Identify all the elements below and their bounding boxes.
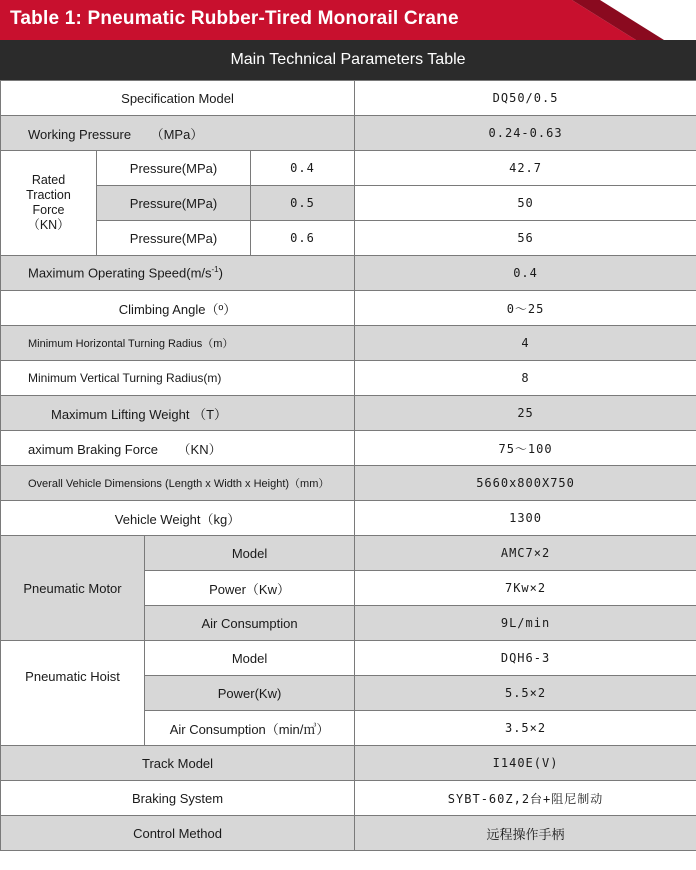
- row-value: 25: [355, 396, 696, 431]
- row-value: 0～25: [355, 291, 696, 326]
- row-label: Climbing Angle（º）: [1, 291, 355, 326]
- row-label: Overall Vehicle Dimensions (Length x Width x Height)（mm）: [1, 466, 355, 501]
- row-label: Air Consumption（min/㎥）: [145, 711, 355, 746]
- row-value: 42.7: [355, 151, 696, 186]
- row-label: Pressure(MPa): [97, 186, 251, 221]
- row-label: Specification Model: [1, 81, 355, 116]
- table-row: [1, 641, 696, 676]
- row-label: Minimum Horizontal Turning Radius（m）: [1, 326, 355, 361]
- parameters-table: [0, 80, 696, 851]
- row-label: Air Consumption: [145, 606, 355, 641]
- table-row: [1, 151, 696, 186]
- row-value: 50: [355, 186, 696, 221]
- row-label: Model: [145, 641, 355, 676]
- table-row: [1, 221, 696, 256]
- row-label: Track Model: [1, 746, 355, 781]
- row-value: SYBT-60Z,2台+阻尼制动: [355, 781, 696, 816]
- row-label: Power(Kw): [145, 676, 355, 711]
- row-value: 75～100: [355, 431, 696, 466]
- row-value: 远程操作手柄: [355, 816, 696, 851]
- table-row: [1, 781, 696, 816]
- row-value: 56: [355, 221, 696, 256]
- table-header: Main Technical Parameters Table: [0, 40, 696, 80]
- row-value: 8: [355, 361, 696, 396]
- row-value: 0.24-0.63: [355, 116, 696, 151]
- row-value: 9L/min: [355, 606, 696, 641]
- row-label: Power（Kw）: [145, 571, 355, 606]
- row-value: 5.5×2: [355, 676, 696, 711]
- row-label: Working Pressure （MPa）: [1, 116, 355, 151]
- label-sup: -1: [211, 265, 219, 275]
- row-label: Braking System: [1, 781, 355, 816]
- row-label: [1, 256, 355, 291]
- rated-traction-line: Traction: [26, 188, 71, 202]
- table-row: [1, 466, 696, 501]
- pneumatic-motor-label: Pneumatic Motor: [1, 536, 145, 641]
- row-label: Vehicle Weight（kg）: [1, 501, 355, 536]
- pressure-value: 0.6: [251, 221, 355, 256]
- row-label: Pressure(MPa): [97, 221, 251, 256]
- table-row: [1, 291, 696, 326]
- title-banner: [0, 0, 696, 40]
- table-title: Table 1: Pneumatic Rubber-Tired Monorail Crane: [10, 8, 459, 29]
- row-value: DQ50/0.5: [355, 81, 696, 116]
- row-label: aximum Braking Force （KN）: [1, 431, 355, 466]
- table-row: [1, 501, 696, 536]
- label-text: Maximum Operating Speed(m/s: [28, 265, 212, 281]
- row-value: 0.4: [355, 256, 696, 291]
- row-value: 3.5×2: [355, 711, 696, 746]
- pressure-value: 0.4: [251, 151, 355, 186]
- table-row: [1, 816, 696, 851]
- row-value: 7Kw×2: [355, 571, 696, 606]
- table-row: [1, 326, 696, 361]
- row-label: Control Method: [1, 816, 355, 851]
- row-value: 4: [355, 326, 696, 361]
- rated-traction-line: （KN）: [27, 218, 70, 232]
- rated-traction-label: [1, 151, 97, 256]
- table-row: [1, 431, 696, 466]
- pressure-value: 0.5: [251, 186, 355, 221]
- row-value: I140E(V): [355, 746, 696, 781]
- row-value: 5660x800X750: [355, 466, 696, 501]
- row-label: Pressure(MPa): [97, 151, 251, 186]
- table-row: [1, 536, 696, 571]
- row-value: 1300: [355, 501, 696, 536]
- label-text-end: ): [218, 265, 223, 281]
- table-row: [1, 186, 696, 221]
- table-row: [1, 746, 696, 781]
- row-value: DQH6-3: [355, 641, 696, 676]
- rated-traction-line: Force: [32, 203, 65, 217]
- table-row: [1, 116, 696, 151]
- table-row: [1, 361, 696, 396]
- table-row: [1, 396, 696, 431]
- pneumatic-hoist-label: Pneumatic Hoist: [1, 641, 145, 746]
- row-label: Maximum Lifting Weight （T）: [1, 396, 355, 431]
- row-label: Minimum Vertical Turning Radius(m): [1, 361, 355, 396]
- row-value: AMC7×2: [355, 536, 696, 571]
- rated-traction-line: Rated: [31, 173, 66, 187]
- table-row: [1, 81, 696, 116]
- row-label: Model: [145, 536, 355, 571]
- table-row: [1, 256, 696, 291]
